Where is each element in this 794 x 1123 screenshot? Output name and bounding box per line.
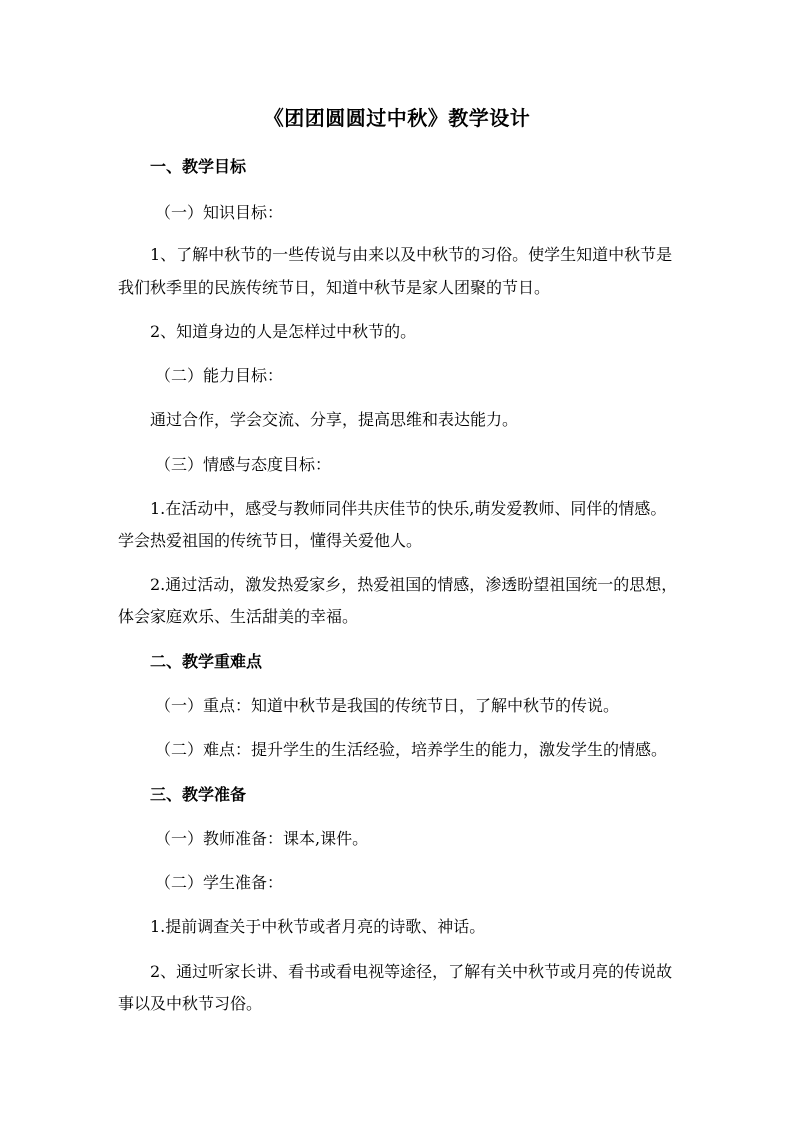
document-title: 《团团圆圆过中秋》教学设计 bbox=[263, 106, 531, 130]
paragraph-line: （二）难点：提升学生的生活经验，培养学生的能力，激发学生的情感。 bbox=[155, 740, 668, 759]
paragraph-line: 1.提前调查关于中秋节或者月亮的诗歌、神话。 bbox=[150, 917, 486, 936]
paragraph-line: 2、通过听家长讲、看书或看电视等途径，了解有关中秋节或月亮的传说故 bbox=[150, 962, 673, 981]
paragraph-line: 我们秋季里的民族传统节日，知道中秋节是家人团聚的节日。 bbox=[118, 278, 551, 297]
subheading-emotion: （三）情感与态度目标： bbox=[155, 455, 332, 474]
section-heading-key-points: 二、教学重难点 bbox=[150, 652, 263, 671]
paragraph-line: 2、知道身边的人是怎样过中秋节的。 bbox=[150, 322, 417, 341]
subheading-knowledge: （一）知识目标： bbox=[155, 203, 284, 222]
paragraph-line: 体会家庭欢乐、生活甜美的幸福。 bbox=[118, 607, 359, 626]
section-heading-objectives: 一、教学目标 bbox=[150, 157, 247, 176]
subheading-student-prep: （二）学生准备： bbox=[155, 873, 284, 892]
paragraph-line: （一）重点：知道中秋节是我国的传统节日，了解中秋节的传说。 bbox=[155, 696, 620, 715]
subheading-ability: （二）能力目标： bbox=[155, 366, 284, 385]
paragraph-line: 事以及中秋节习俗。 bbox=[118, 994, 263, 1013]
paragraph-line: 2.通过活动，激发热爱家乡，热爱祖国的情感，渗透盼望祖国统一的思想， bbox=[150, 575, 678, 594]
paragraph-line: （一）教师准备：课本,课件。 bbox=[155, 829, 369, 848]
section-heading-preparation: 三、教学准备 bbox=[150, 785, 247, 804]
paragraph-line: 1.在活动中，感受与教师同伴共庆佳节的快乐,萌发爱教师、同伴的情感。 bbox=[150, 499, 667, 518]
paragraph-line: 学会热爱祖国的传统节日，懂得关爱他人。 bbox=[118, 531, 423, 550]
paragraph-line: 通过合作，学会交流、分享，提高思维和表达能力。 bbox=[150, 410, 519, 429]
paragraph-line: 1、了解中秋节的一些传说与由来以及中秋节的习俗。使学生知道中秋节是 bbox=[150, 245, 673, 264]
